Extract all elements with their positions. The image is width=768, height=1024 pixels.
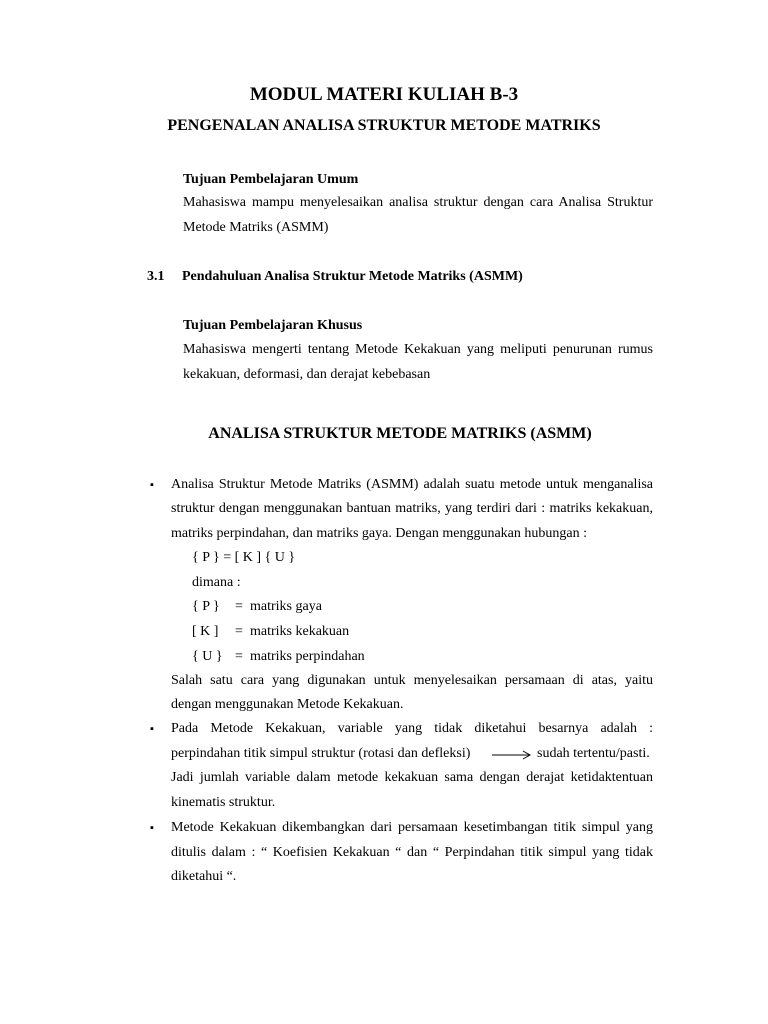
tpk-heading: Tujuan Pembelajaran Khusus [183,318,363,333]
def-symbol-k: [ K ] [192,624,219,639]
tpu-heading: Tujuan Pembelajaran Umum [183,172,359,187]
bullet1-line2: struktur dengan menggunakan bantuan matriks, yang terdiri dari : matriks kekakuan, [171,501,653,516]
def-desc-k: matriks kekakuan [250,624,350,639]
bullet2-line3: Jadi jumlah variable dalam metode kekakuan sama dengan derajat ketidaktentuan [171,770,653,785]
tpu-text-line1: Mahasiswa mampu menyelesaikan analisa struktur dengan cara Analisa Struktur [183,195,653,210]
def-desc-u: matriks perpindahan [250,649,365,664]
module-subtitle: PENGENALAN ANALISA STRUKTUR METODE MATRIKS [167,117,601,134]
bullet3-line3: diketahui “. [171,869,237,884]
def-equals-u: = [235,649,243,664]
tpu-text-line2: Metode Matriks (ASMM) [183,220,329,235]
tpk-text-line1: Mahasiswa mengerti tentang Metode Kekakuan yang meliputi penurunan rumus [183,342,653,357]
tpk-text-line2: kekakuan, deformasi, dan derajat kebebasan [183,367,431,382]
def-equals-p: = [235,599,243,614]
bullet2-line2-part1: perpindahan titik simpul struktur (rotasi dan defleksi) [171,746,471,761]
equation: { P } = [ K ] { U } [192,550,296,565]
section-number: 3.1 [147,269,165,284]
bullet1-note-line1: Salah satu cara yang digunakan untuk menyelesaikan persamaan di atas, yaitu [171,673,653,688]
bullet1-line1: Analisa Struktur Metode Matriks (ASMM) adalah suatu metode untuk menganalisa [171,477,653,492]
bullet2-line1: Pada Metode Kekakuan, variable yang tidak diketahui besarnya adalah : [171,721,653,736]
section-title: Pendahuluan Analisa Struktur Metode Matriks (ASMM) [182,269,523,284]
bullet-marker: ▪ [150,479,154,491]
bullet-marker: ▪ [150,723,154,735]
module-title: MODUL MATERI KULIAH B-3 [249,84,519,105]
bullet-marker: ▪ [150,822,154,834]
def-desc-p: matriks gaya [250,599,322,614]
bullet1-note-line2: dengan menggunakan Metode Kekakuan. [171,697,404,712]
bullet2-line4: kinematis struktur. [171,795,276,810]
bullet3-line2: ditulis dalam : “ Koefisien Kekakuan “ dan “ Perpindahan titik simpul yang tidak [171,845,653,860]
main-heading: ANALISA STRUKTUR METODE MATRIKS (ASMM) [208,425,592,442]
def-equals-k: = [235,624,243,639]
dimana-label: dimana : [192,575,241,590]
def-symbol-u: { U } [192,649,223,664]
bullet1-line3: matriks perpindahan, dan matriks gaya. Dengan menggunakan hubungan : [171,526,587,541]
right-arrow-icon [491,750,533,760]
bullet3-line1: Metode Kekakuan dikembangkan dari persamaan kesetimbangan titik simpul yang [171,820,653,835]
bullet2-line2-part2: sudah tertentu/pasti. [537,746,650,761]
def-symbol-p: { P } [192,599,220,614]
